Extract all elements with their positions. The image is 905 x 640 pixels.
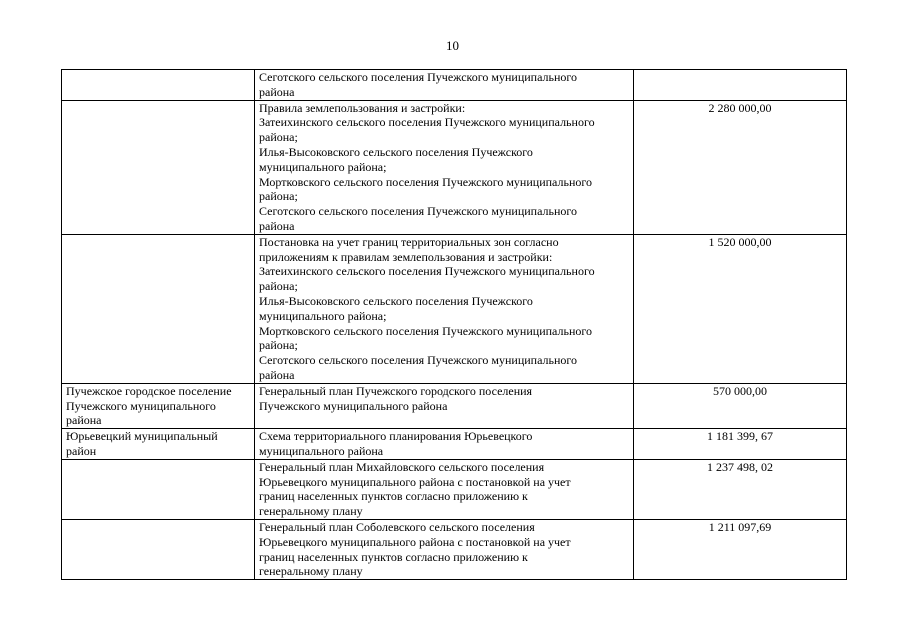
description-cell (255, 519, 634, 579)
table-row (62, 100, 847, 234)
description-line: Затеихинского сельского поселения Пучежского муниципального (259, 115, 595, 130)
amount-cell: 1 237 498, 02 (634, 459, 847, 519)
municipality-cell (62, 459, 255, 519)
description-line: Юрьевецкого муниципального района с постановкой на учет (259, 474, 571, 489)
description-line: Генеральный план Михайловского сельского поселения (259, 459, 545, 474)
description-cell (255, 429, 634, 460)
description-line: Илья-Высоковского сельского поселения Пучежского (259, 293, 533, 308)
description-line: Сеготского сельского поселения Пучежского муниципального (259, 70, 578, 84)
municipality-line: Пучежское городское поселение (66, 383, 232, 398)
description-line: Мортковского сельского поселения Пучежского муниципального (259, 174, 592, 189)
description-line: района; (259, 338, 298, 353)
description-line: Сеготского сельского поселения Пучежского муниципального (259, 204, 578, 219)
description-cell (255, 383, 634, 428)
description-line: Сеготского сельского поселения Пучежского муниципального (259, 353, 578, 368)
description-line: района; (259, 189, 298, 204)
description-line: муниципального района (259, 443, 384, 458)
table-row (62, 459, 847, 519)
description-line: района (259, 218, 295, 233)
document-table (61, 69, 847, 580)
municipality-cell (62, 234, 255, 383)
description-line: генеральному плану (259, 504, 363, 519)
description-line: района; (259, 130, 298, 145)
description-line: Правила землепользования и застройки: (259, 100, 466, 115)
amount-cell: 1 181 399, 67 (634, 429, 847, 460)
table-row (62, 70, 847, 101)
municipality-cell (62, 70, 255, 101)
description-line: района (259, 367, 295, 382)
page-number: 10 (446, 38, 459, 53)
amount-cell: 1 520 000,00 (634, 234, 847, 383)
description-line: муниципального района; (259, 308, 387, 323)
table-row (62, 519, 847, 579)
table-row (62, 234, 847, 383)
description-line: Пучежского муниципального района (259, 398, 448, 413)
amount-cell (634, 70, 847, 101)
description-cell (255, 234, 634, 383)
municipality-line: Пучежского муниципального (66, 398, 216, 413)
municipality-line: Юрьевецкий муниципальный (66, 429, 218, 444)
description-line: района; (259, 279, 298, 294)
description-line: Генеральный план Соболевского сельского поселения (259, 519, 535, 534)
amount-cell: 570 000,00 (634, 383, 847, 428)
description-line: генеральному плану (259, 564, 363, 579)
description-cell (255, 100, 634, 234)
description-line: Постановка на учет границ территориальных зон согласно (259, 234, 559, 249)
description-line: Схема территориального планирования Юрьевецкого (259, 429, 533, 444)
description-line: границ населенных пунктов согласно приложению к (259, 549, 528, 564)
description-line: Генеральный план Пучежского городского поселения (259, 383, 533, 398)
description-line: Илья-Высоковского сельского поселения Пучежского (259, 144, 533, 159)
description-line: границ населенных пунктов согласно приложению к (259, 489, 528, 504)
description-line: Мортковского сельского поселения Пучежского муниципального (259, 323, 592, 338)
table-row (62, 429, 847, 460)
amount-cell: 2 280 000,00 (634, 100, 847, 234)
amount-cell: 1 211 097,69 (634, 519, 847, 579)
description-line: района (259, 84, 295, 99)
description-line: приложениям к правилам землепользования и застройки: (259, 249, 553, 264)
municipality-line: района (66, 413, 102, 428)
table-row (62, 383, 847, 428)
description-cell (255, 70, 634, 101)
municipality-cell (62, 519, 255, 579)
municipality-line: район (66, 443, 97, 458)
description-cell (255, 459, 634, 519)
municipality-cell (62, 429, 255, 460)
description-line: муниципального района; (259, 159, 387, 174)
description-line: Юрьевецкого муниципального района с постановкой на учет (259, 534, 571, 549)
municipality-cell (62, 100, 255, 234)
description-line: Затеихинского сельского поселения Пучежского муниципального (259, 264, 595, 279)
municipality-cell (62, 383, 255, 428)
